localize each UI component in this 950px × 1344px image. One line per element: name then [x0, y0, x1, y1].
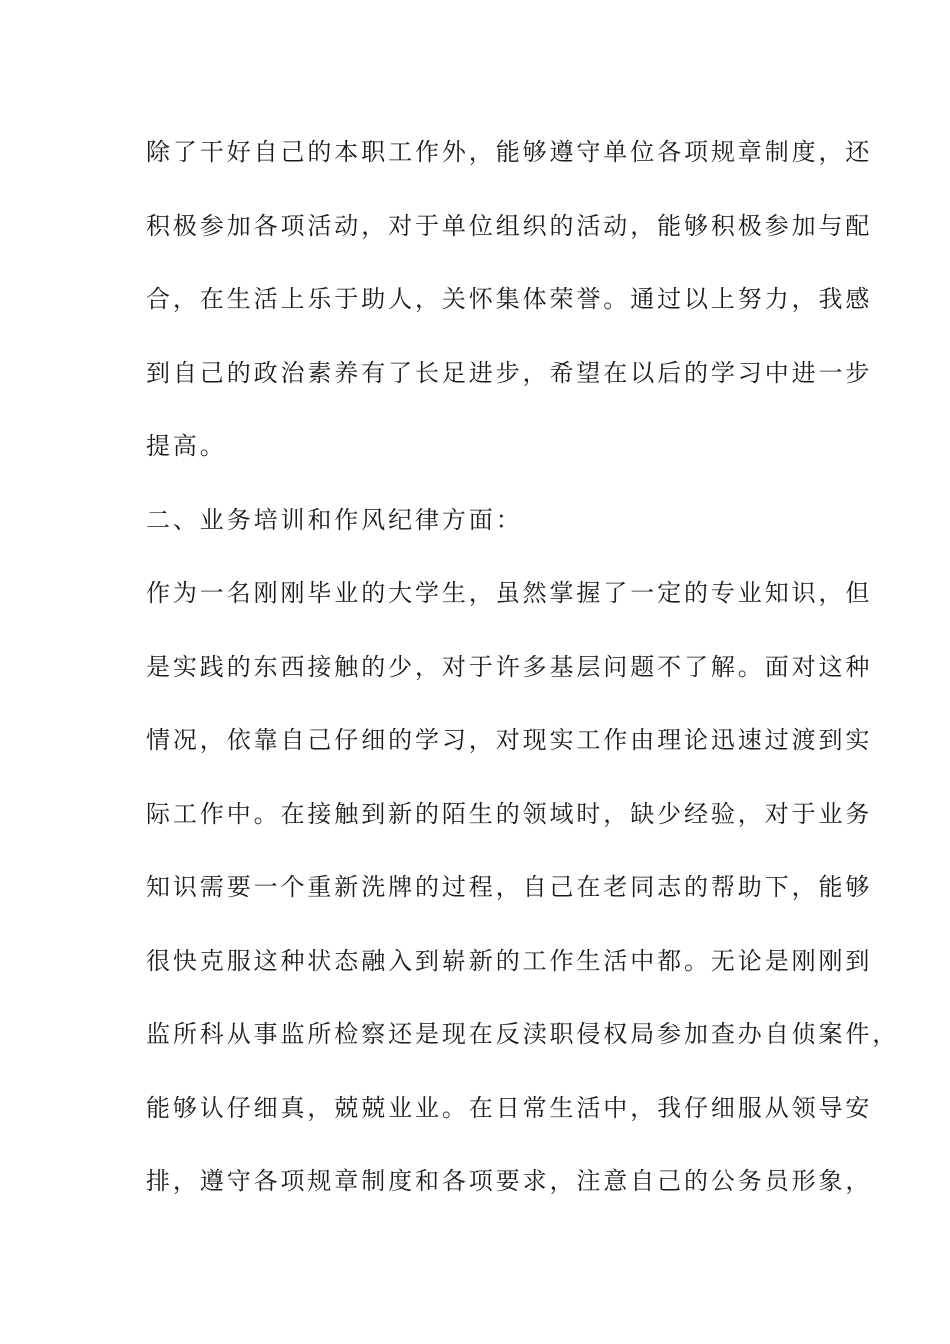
text-line: 情况，依靠自己仔细的学习，对现实工作由理论迅速过渡到实 [146, 726, 873, 754]
text-line: 际工作中。在接触到新的陌生的领域时，缺少经验，对于业务 [146, 799, 873, 828]
text-line: 监所科从事监所检察还是现在反渎职侵权局参加查办自侦案件， [146, 1020, 900, 1048]
text-line: 到自己的政治素养有了长足进步，希望在以后的学习中进一步 [146, 358, 873, 387]
text-line: 作为一名刚刚毕业的大学生，虽然掌握了一定的专业知识，但 [146, 579, 873, 607]
section-heading: 二、业务培训和作风纪律方面： [146, 505, 523, 534]
text-line: 是实践的东西接触的少，对于许多基层问题不了解。面对这种 [146, 652, 873, 681]
text-line: 合，在生活上乐于助人，关怀集体荣誉。通过以上努力，我感 [146, 285, 873, 313]
text-line: 知识需要一个重新洗牌的过程，自己在老同志的帮助下，能够 [146, 873, 873, 901]
text-line: 提高。 [146, 432, 227, 460]
text-line: 除了干好自己的本职工作外，能够遵守单位各项规章制度，还 [146, 138, 873, 166]
text-line: 积极参加各项活动，对于单位组织的活动，能够积极参加与配 [146, 211, 873, 240]
body-text [146, 130, 900, 1233]
text-line: 很快克服这种状态融入到崭新的工作生活中都。无论是刚刚到 [146, 946, 873, 975]
text-line: 能够认仔细真，兢兢业业。在日常生活中，我仔细服从领导安 [146, 1093, 873, 1122]
text-line: 排，遵守各项规章制度和各项要求，注意自己的公务员形象， [146, 1167, 873, 1195]
